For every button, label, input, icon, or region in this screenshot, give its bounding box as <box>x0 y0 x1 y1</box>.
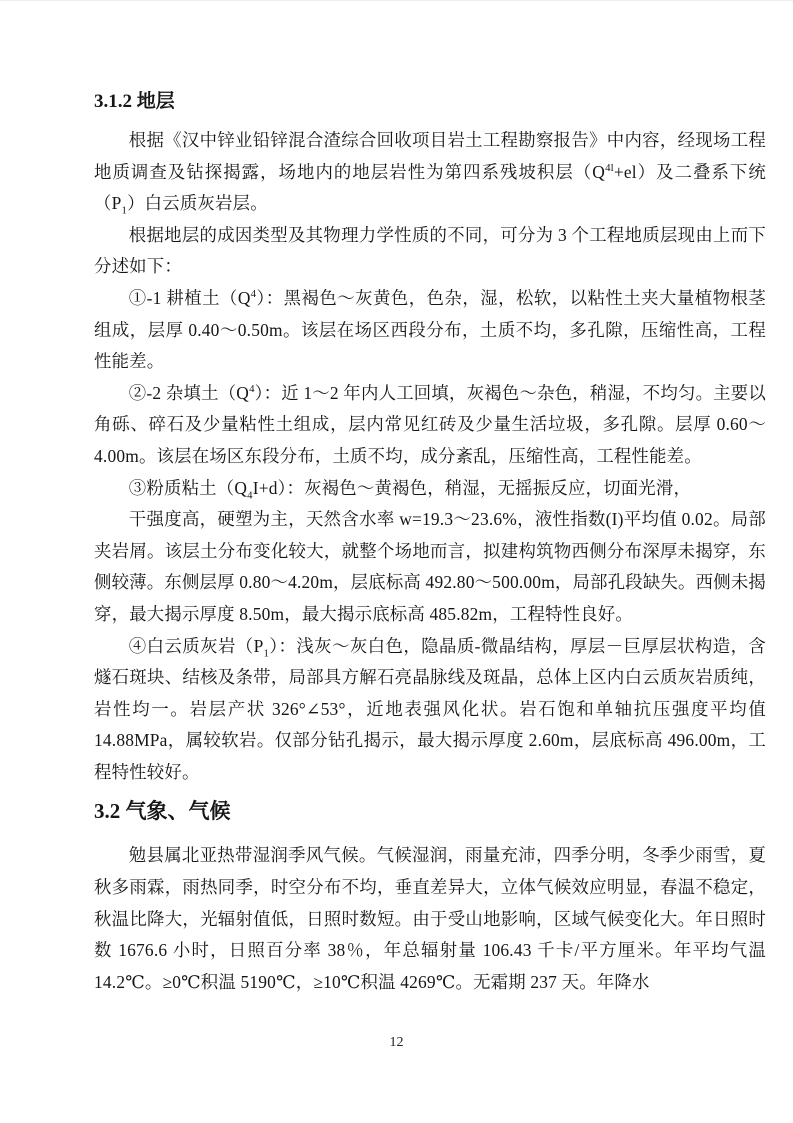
text-run-sub: 4 <box>247 489 253 501</box>
paragraph-layer-3-silty-clay-body <box>94 504 766 630</box>
paragraph-layer-3-silty-clay-head <box>94 473 766 505</box>
text-run: 3.2 气象、气候 <box>94 799 231 824</box>
text-run-sub: 1 <box>263 646 270 659</box>
text-run: ②-2 杂填土（Q <box>128 382 250 403</box>
section-heading-3-2 <box>94 796 766 826</box>
text-run: ④白云质灰岩（P <box>128 635 264 656</box>
text-run: I+d）：灰褐色～黄褐色，稍湿，无摇振反应，切面光滑， <box>252 477 692 498</box>
text-run: 根据地层的成因类型及其物理力学性质的不同，可分为 3 个工程地质层现由上而下分述如下： <box>94 224 766 277</box>
page-footer <box>0 1035 793 1051</box>
text-run: ①-1 耕植土（Q <box>128 287 251 308</box>
text-run: ）白云质灰岩层。 <box>127 193 268 214</box>
section-heading-3-1-2 <box>94 89 766 115</box>
paragraph-strata-intro <box>94 125 766 220</box>
text-run: 根据《汉中锌业铅锌混合渣综合回收项目岩土工程勘察报告》中内容，经现场工程地质调查及钻探揭露，场地内的地层岩性为第四系残坡积层（Q <box>94 130 766 182</box>
text-run-sub: 1 <box>121 204 128 217</box>
text-run-sup: 4l <box>605 161 614 174</box>
text-run: +el）及二叠系下统（P <box>94 161 766 214</box>
paragraph-strata-overview <box>94 220 766 283</box>
paragraph-layer-4-dolomitic-limestone <box>94 631 766 789</box>
text-run: ）：近 1～2 年内人工回填，灰褐色～杂色，稍湿，不均匀。主要以角砾、碎石及少量粘性土组成，层内常见红砖及少量生活垃圾，多孔隙。层厚 0.60～4.00m。该层在场区东段分布，土质不均，成分紊乱，压缩性高，工程性能差。 <box>94 382 766 466</box>
paragraph-climate <box>94 840 766 998</box>
text-run: ③粉质粘土（Q <box>128 477 248 498</box>
text-run-sup: 4 <box>250 288 257 301</box>
text-run-sup: 4 <box>249 382 255 395</box>
page-number: 12 <box>389 1035 404 1050</box>
paragraph-layer-1-cultivated-soil <box>94 283 766 378</box>
paragraph-layer-2-miscellaneous-fill <box>94 378 766 473</box>
text-run: ）：黑褐色～灰黄色，色杂，湿，松软，以粘性土夹大量植物根茎组成，层厚 0.40～0.50m。该层在场区西段分布，土质不均，多孔隙，压缩性高，工程性能差。 <box>94 287 766 372</box>
text-run: 干强度高，硬塑为主，天然含水率 w=19.3～23.6%，液性指数(I)平均值 0.02。局部夹岩屑。该层土分布变化较大，就整个场地而言，拟建构筑物西侧分布深厚未揭穿，东侧较薄。东侧层厚 0.80～4.20m，层底标高 492.80～500.00m，局部孔段缺失。西侧未揭穿，最大揭示厚度 8.50m，最大揭示底标高 485.82m，工程特性良好。 <box>94 509 767 624</box>
text-run: ）：浅灰～灰白色，隐晶质-微晶结构，厚层－巨厚层状构造，含燧石斑块、结核及条带，局部具方解石亮晶脉线及斑晶，总体上区内白云质灰岩质纯，岩性均一。岩层产状 326°∠53°，近地表强风化状。岩石饱和单轴抗压强度平均值 14.88MPa，属较软岩。仅部分钻孔揭示，最大揭示厚度 2.60m，层底标高 496.00m，工程特性较好。 <box>94 635 766 782</box>
text-run: 3.1.2 地层 <box>94 91 175 112</box>
document-body <box>94 89 766 998</box>
text-run: 勉县属北亚热带湿润季风气候。气候湿润，雨量充沛，四季分明，冬季少雨雪，夏秋多雨霖，雨热同季，时空分布不均，垂直差异大，立体气候效应明显，春温不稳定，秋温比降大，光辐射值低，日照时数短。由于受山地影响，区域气候变化大。年日照时数 1676.6 小时，日照百分率 38％，年总辐射量 106.43 千卡/平方厘米。年平均气温 14.2℃。≥0℃积温 5190℃，≥10℃积温 4269℃。无霜期 237 天。年降水 <box>94 845 766 992</box>
